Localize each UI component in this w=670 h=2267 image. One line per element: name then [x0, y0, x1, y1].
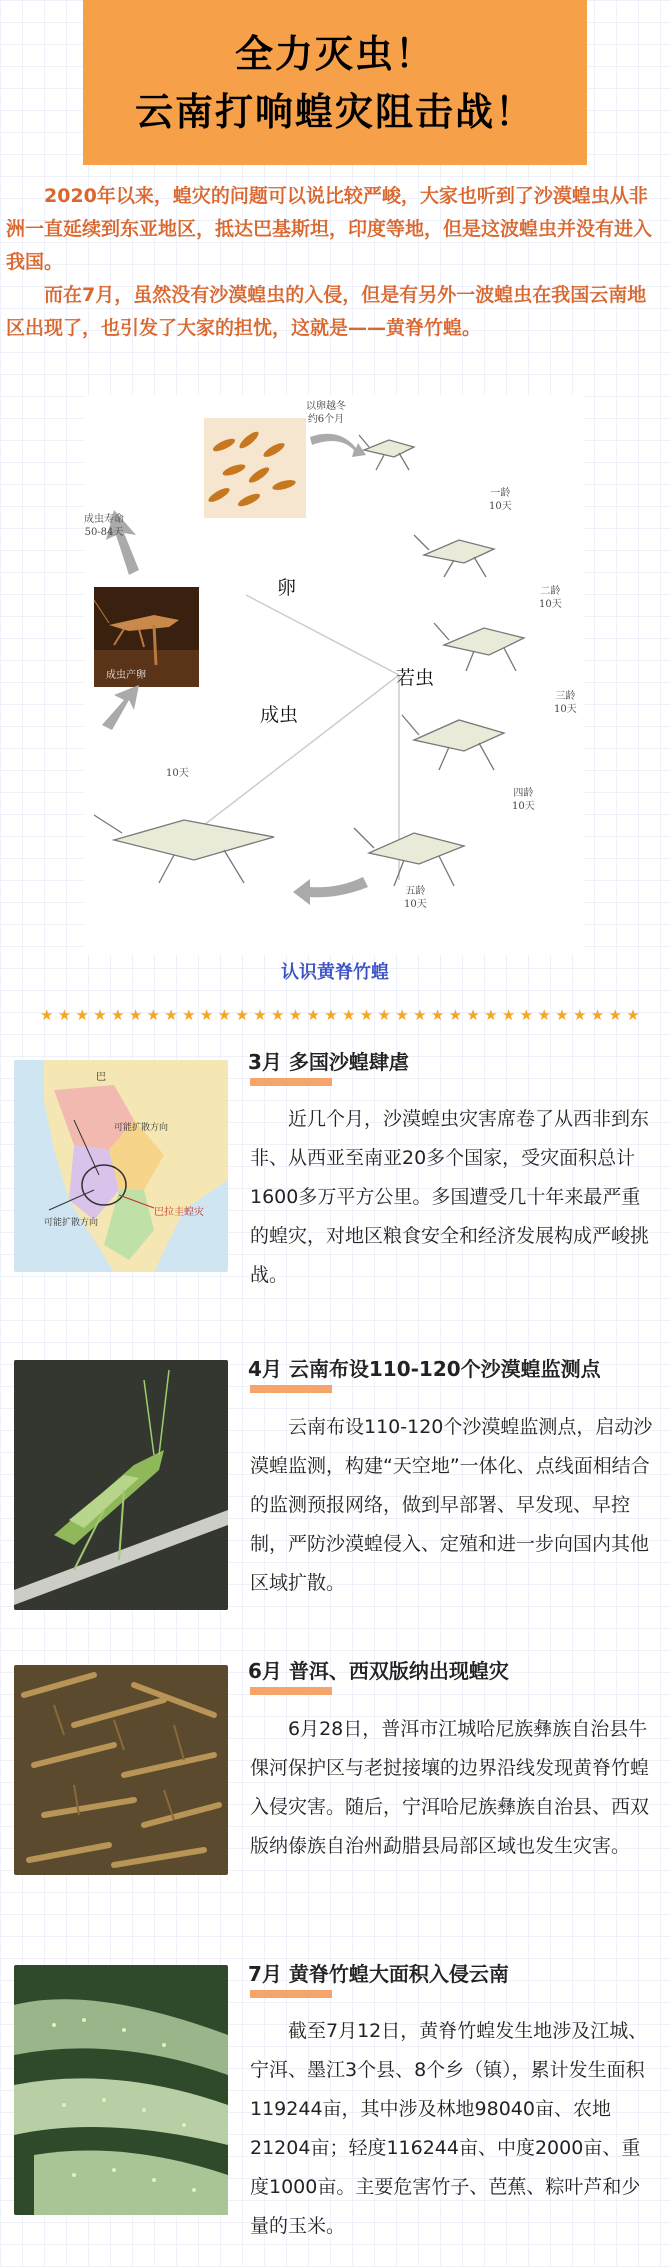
overwinter-label: 以卵越冬 约6个月 [306, 401, 346, 425]
adult-days-label: 10天 [166, 768, 189, 779]
item-title-june: 6月 普洱、西双版纳出现蝗灾 [248, 1659, 509, 1683]
star-icon: ★ [164, 1005, 178, 1024]
star-icon: ★ [590, 1005, 605, 1024]
intro-text [6, 180, 664, 345]
accent-bar [250, 1078, 332, 1086]
star-icon: ★ [199, 1005, 214, 1024]
map-label: 巴 [96, 1072, 106, 1083]
accent-bar [250, 1687, 332, 1695]
adult-stage-label: 成虫 [260, 704, 299, 726]
star-icon: ★ [537, 1005, 551, 1024]
star-icon: ★ [377, 1005, 391, 1024]
accent-bar [250, 1990, 332, 1998]
map-label: 巴拉圭蝗灾 [154, 1207, 204, 1218]
stage-name: 四龄 [513, 788, 534, 799]
star-icon: ★ [324, 1005, 338, 1024]
star-icon: ★ [466, 1005, 480, 1024]
grasshopper-photo [14, 1360, 228, 1610]
divider-line [204, 675, 399, 825]
star-icon: ★ [182, 1005, 196, 1024]
stage-3-label [554, 690, 577, 716]
star-icon: ★ [448, 1005, 463, 1024]
star-icon: ★ [359, 1005, 374, 1024]
star-icon: ★ [342, 1005, 356, 1024]
star-icon: ★ [128, 1005, 143, 1024]
star-icon: ★ [288, 1005, 303, 1024]
stage-days: 10天 [404, 899, 427, 910]
eggs-image [204, 418, 306, 518]
star-icon: ★ [253, 1005, 267, 1024]
item-body-march: 近几个月，沙漠蝗虫灾害席卷了从西非到东非、从西亚至南亚20多个国家，受灾面积总计1600多万平方公里。多国遭受几十年来最严重的蝗灾，对地区粮食安全和经济发展构成严峻挑战。 [250, 1108, 650, 1286]
star-icon: ★ [270, 1005, 285, 1024]
nymph-stage-label: 若虫 [396, 667, 435, 689]
star-icon: ★ [413, 1005, 427, 1024]
divider-line [246, 595, 399, 675]
star-icon: ★ [572, 1005, 587, 1024]
star-icon: ★ [75, 1005, 89, 1024]
stage-5-label [404, 885, 427, 911]
stage-days: 10天 [512, 801, 535, 812]
star-icon: ★ [217, 1005, 232, 1024]
star-icon: ★ [57, 1005, 72, 1024]
map-image [14, 1060, 228, 1272]
arrow-icon [102, 685, 139, 730]
item-title-march: 3月 多国沙蝗肆虐 [248, 1050, 409, 1074]
item-body-july: 截至7月12日，黄脊竹蝗发生地涉及江城、宁洱、墨江3个县、8个乡（镇），累计发生面积119244亩，其中涉及林地98040亩、农地21204亩；轻度116244亩、中度2000亩、重度1000亩。主要危害竹子、芭蕉、粽叶芦和少量的玉米。 [250, 2020, 648, 2237]
map-label: 可能扩散方向 [114, 1123, 169, 1133]
header-banner [83, 0, 587, 165]
egg-stage-label: 卵 [277, 577, 297, 599]
star-icon: ★ [111, 1005, 125, 1024]
stage-days: 10天 [539, 599, 562, 610]
lifecycle-diagram [84, 395, 584, 955]
stage-name: 一龄 [490, 488, 511, 499]
item-title-july: 7月 黄脊竹蝗大面积入侵云南 [248, 1962, 509, 1986]
stage-name: 五龄 [405, 886, 426, 897]
map-label: 可能扩散方向 [44, 1218, 99, 1228]
lifecycle-svg [84, 395, 584, 955]
star-icon: ★ [608, 1005, 622, 1024]
stage-4-label [512, 787, 535, 813]
stage-days: 10天 [489, 501, 512, 512]
star-icon: ★ [501, 1005, 516, 1024]
star-icon: ★ [626, 1005, 640, 1024]
star-icon: ★ [40, 1005, 54, 1024]
star-icon: ★ [395, 1005, 409, 1024]
accent-bar [250, 1385, 332, 1393]
item-body-april: 云南布设110-120个沙漠蝗监测点，启动沙漠蝗监测，构建“天空地”一体化、点线面相结合的监测预报网络，做到早部署、早发现、早控制，严防沙漠蝗侵入、定殖和进一步向国内其他区域扩散。 [250, 1416, 653, 1594]
arrow-icon [293, 877, 368, 905]
stage-1-label [489, 487, 512, 513]
headline-line-1: 全力灭虫！ [234, 31, 435, 76]
laying-eggs-label: 成虫产卵 [106, 670, 146, 681]
star-icon: ★ [555, 1005, 569, 1024]
stage-2-label [539, 585, 562, 611]
star-icon: ★ [430, 1005, 445, 1024]
stage-name: 二龄 [540, 586, 561, 597]
intro-paragraph-1: 2020年以来，蝗灾的问题可以说比较严峻，大家也听到了沙漠蝗虫从非洲一直延续到东亚地区，抵达巴基斯坦，印度等地，但是这波蝗虫并没有进入我国。 [6, 185, 653, 273]
adult-lifespan-label: 成虫寿命 50-84天 [84, 514, 124, 538]
star-icon: ★ [484, 1005, 498, 1024]
star-icon: ★ [519, 1005, 534, 1024]
stage-name: 三龄 [555, 691, 576, 702]
lifecycle-caption: 认识黄脊竹蝗 [281, 962, 389, 983]
item-body-june: 6月28日，普洱市江城哈尼族彝族自治县牛倮河保护区与老挝接壤的边界沿线发现黄脊竹蝗入侵灾害。随后，宁洱哈尼族彝族自治县、西双版纳傣族自治州勐腊县局部区域也发生灾害。 [250, 1718, 650, 1857]
star-icon: ★ [306, 1005, 320, 1024]
intro-paragraph-2: 而在7月，虽然没有沙漠蝗虫的入侵，但是有另外一波蝗虫在我国云南地区出现了，也引发了大家的担忧，这就是——黄脊竹蝗。 [6, 284, 647, 339]
star-icon: ★ [93, 1005, 107, 1024]
star-icon: ★ [235, 1005, 249, 1024]
star-divider [40, 1005, 640, 1025]
star-icon: ★ [146, 1005, 161, 1024]
headline-line-2: 云南打响蝗灾阻击战！ [134, 89, 535, 134]
locust-swarm-photo [14, 1665, 228, 1875]
item-title-april: 4月 云南布设110-120个沙漠蝗监测点 [248, 1357, 601, 1381]
infested-leaves-photo [14, 1965, 228, 2215]
stage-days: 10天 [554, 704, 577, 715]
arrow-icon [310, 434, 366, 457]
